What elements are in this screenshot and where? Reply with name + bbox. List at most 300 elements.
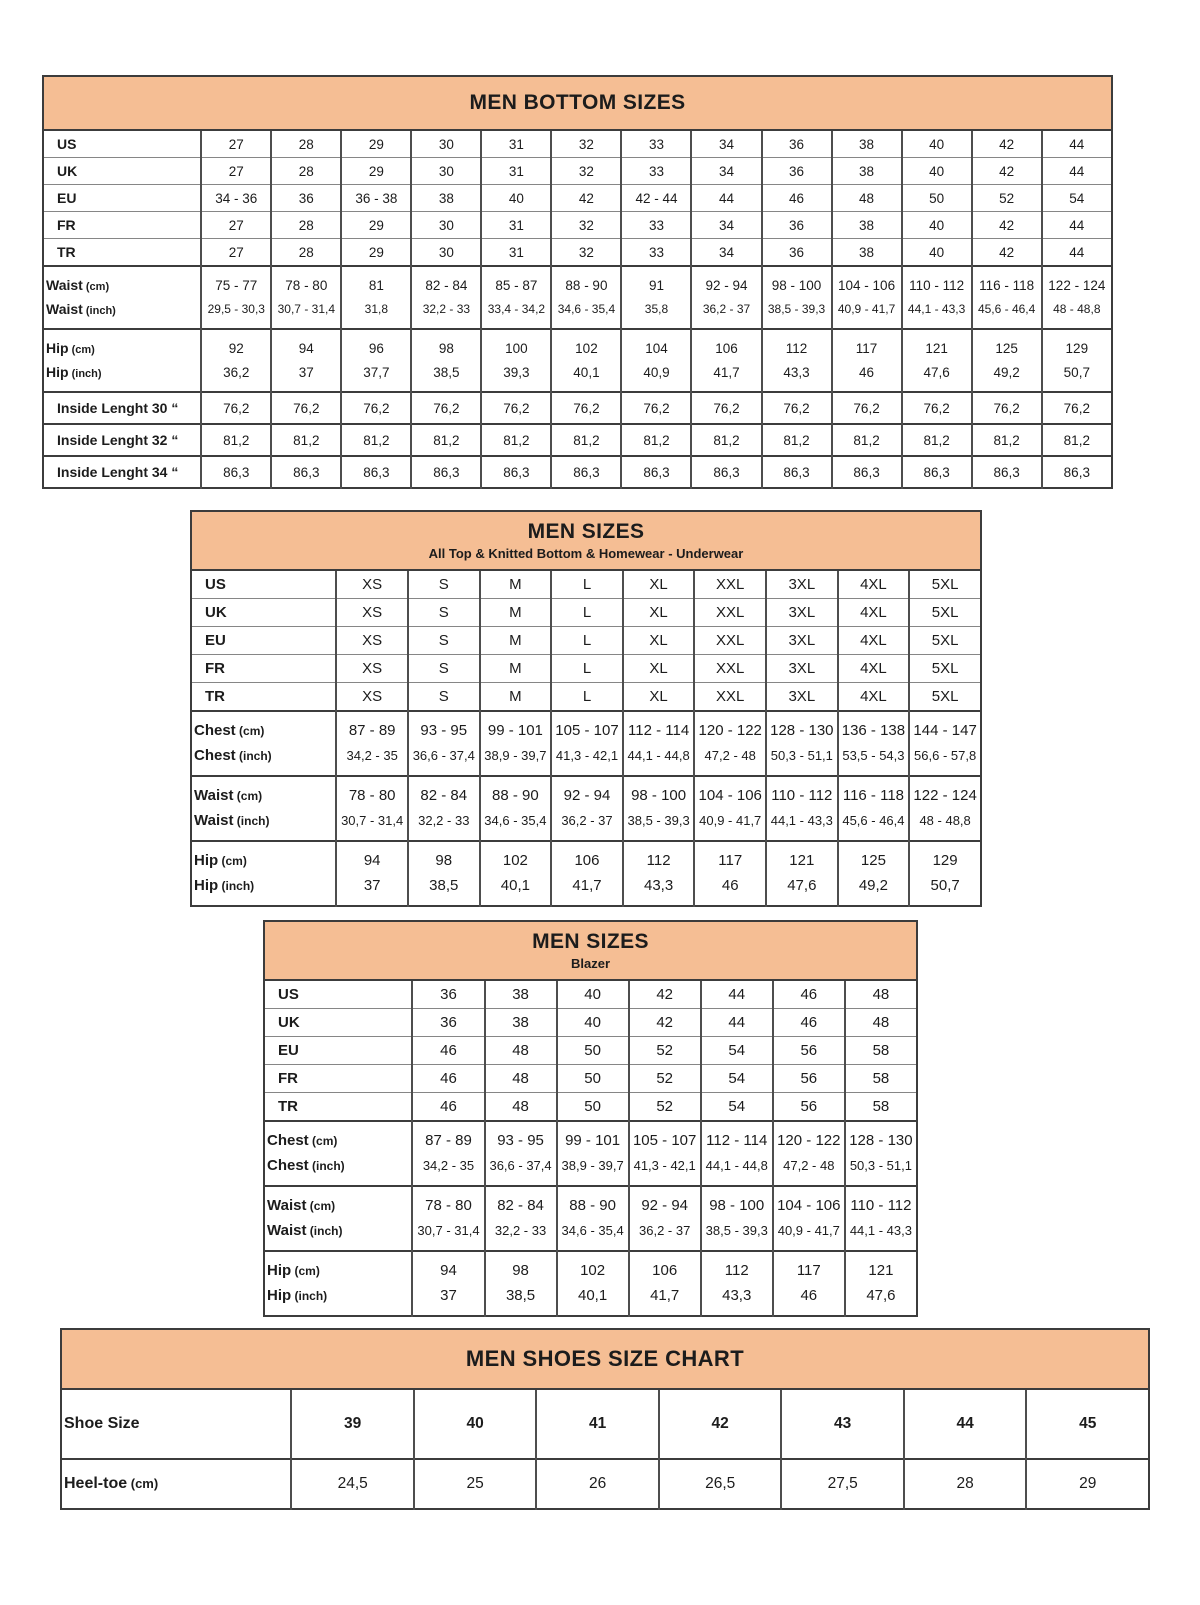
table-cell: 44: [1042, 239, 1112, 267]
row-label: [264, 1218, 412, 1251]
table-cell: 104 - 106: [832, 266, 902, 297]
table-cell: 98: [485, 1251, 557, 1283]
table-cell: 36: [271, 185, 341, 212]
table-cell: 32: [551, 212, 621, 239]
table-cell: 38,5: [411, 360, 481, 392]
table-cell: 50: [557, 1037, 629, 1065]
table-cell: M: [480, 683, 552, 712]
table-cell: S: [408, 570, 480, 599]
table-cell: 35,8: [621, 297, 691, 329]
table-cell: 42: [551, 185, 621, 212]
table-cell: 24,5: [291, 1459, 414, 1509]
row-label-text: Hip: [46, 364, 69, 380]
table-cell: 38: [832, 130, 902, 158]
table-cell: 117: [832, 329, 902, 360]
table-cell: 50,3 - 51,1: [845, 1153, 917, 1186]
table-cell: 92 - 94: [551, 776, 623, 808]
table-cell: 78 - 80: [412, 1186, 484, 1218]
table-cell: 33,4 - 34,2: [481, 297, 551, 329]
table-cell: 106: [629, 1251, 701, 1283]
table-cell: 81,2: [271, 424, 341, 456]
table-cell: XS: [336, 627, 408, 655]
table-cell: 42: [972, 212, 1042, 239]
table-cell: 38: [485, 980, 557, 1009]
table-cell: 27: [201, 158, 271, 185]
table-cell: 3XL: [766, 627, 838, 655]
row-label: [264, 1251, 412, 1283]
table-cell: 46: [832, 360, 902, 392]
table-cell: XXL: [694, 627, 766, 655]
men-sizes-tops-table: [190, 510, 982, 907]
row-label: [43, 424, 201, 456]
table-cell: 4XL: [838, 683, 910, 712]
table-cell: 40,9: [621, 360, 691, 392]
table-cell: 40: [481, 185, 551, 212]
table-cell: 104 - 106: [773, 1186, 845, 1218]
table-cell: 54: [701, 1093, 773, 1122]
table-cell: 98 - 100: [701, 1186, 773, 1218]
table-cell: 44: [701, 1009, 773, 1037]
table-cell: 76,2: [972, 392, 1042, 424]
table-cell: XL: [623, 683, 695, 712]
row-label-text: EU: [205, 632, 226, 649]
row-label: [264, 1283, 412, 1316]
row-label: [191, 841, 336, 873]
table-cell: 44: [701, 980, 773, 1009]
table-cell: 78 - 80: [271, 266, 341, 297]
table-cell: 46: [694, 873, 766, 906]
row-label-text: TR: [205, 688, 225, 705]
table-cell: 48 - 48,8: [909, 808, 981, 841]
table-cell: 76,2: [832, 392, 902, 424]
table-cell: 38,5: [485, 1283, 557, 1316]
table-cell: 76,2: [481, 392, 551, 424]
table-subtitle: All Top & Knitted Bottom & Homewear - Underwear: [428, 546, 744, 561]
table-cell: 36,2 - 37: [629, 1218, 701, 1251]
table-cell: 112: [623, 841, 695, 873]
row-label-text: Waist: [267, 1197, 307, 1214]
table-cell: 106: [691, 329, 761, 360]
table-cell: XS: [336, 570, 408, 599]
row-label-unit: (inch): [82, 305, 116, 317]
table-cell: 92 - 94: [629, 1186, 701, 1218]
table-cell: 128 - 130: [845, 1121, 917, 1153]
table-cell: 117: [694, 841, 766, 873]
table-cell: 36,2 - 37: [551, 808, 623, 841]
table-cell: 44,1 - 44,8: [701, 1153, 773, 1186]
men-sizes-blazer-section: [263, 920, 918, 1317]
table-cell: 3XL: [766, 570, 838, 599]
row-label-text: UK: [278, 1014, 300, 1031]
table-cell: 42: [972, 158, 1042, 185]
table-cell: 81,2: [481, 424, 551, 456]
table-cell: 47,6: [766, 873, 838, 906]
table-cell: XL: [623, 570, 695, 599]
table-cell: 31: [481, 212, 551, 239]
table-cell: 4XL: [838, 570, 910, 599]
table-cell: 48: [485, 1065, 557, 1093]
table-cell: 28: [271, 212, 341, 239]
table-cell: 54: [1042, 185, 1112, 212]
table-cell: XXL: [694, 683, 766, 712]
table-cell: 32: [551, 158, 621, 185]
table-cell: 36: [762, 212, 832, 239]
row-label: [264, 1186, 412, 1218]
table-cell: 81,2: [902, 424, 972, 456]
table-cell: 87 - 89: [412, 1121, 484, 1153]
table-cell: 36,2 - 37: [691, 297, 761, 329]
table-cell: 27: [201, 130, 271, 158]
table-cell: 4XL: [838, 655, 910, 683]
table-cell: L: [551, 627, 623, 655]
table-cell: 28: [904, 1459, 1027, 1509]
table-cell: 98 - 100: [762, 266, 832, 297]
row-label-text: TR: [278, 1098, 298, 1115]
table-cell: 44,1 - 43,3: [845, 1218, 917, 1251]
table-cell: 81: [341, 266, 411, 297]
table-cell: 81,2: [411, 424, 481, 456]
table-cell: 30,7 - 31,4: [412, 1218, 484, 1251]
table-cell: 102: [480, 841, 552, 873]
table-cell: 129: [909, 841, 981, 873]
row-label-text: Chest: [267, 1157, 309, 1174]
table-cell: 46: [773, 1283, 845, 1316]
table-cell: 38,9 - 39,7: [557, 1153, 629, 1186]
row-label: [43, 212, 201, 239]
row-label-text: Waist: [267, 1222, 307, 1239]
row-label-unit: (inch): [235, 749, 272, 763]
table-cell: XS: [336, 655, 408, 683]
table-cell: 58: [845, 1065, 917, 1093]
row-label: [43, 360, 201, 392]
row-label-text: Hip: [46, 340, 69, 356]
table-cell: 45,6 - 46,4: [972, 297, 1042, 329]
row-label-text: Waist: [194, 812, 234, 829]
row-label-unit: (cm): [235, 724, 265, 738]
table-title-band: [61, 1329, 1149, 1389]
row-label-text: Waist: [46, 277, 83, 293]
row-label: [43, 239, 201, 267]
row-label-text: Chest: [194, 747, 236, 764]
table-cell: 88 - 90: [480, 776, 552, 808]
table-cell: 76,2: [411, 392, 481, 424]
table-cell: 40: [557, 1009, 629, 1037]
men-bottom-sizes-table: [42, 75, 1113, 489]
table-cell: 29,5 - 30,3: [201, 297, 271, 329]
table-cell: 46: [773, 1009, 845, 1037]
table-cell: 104: [621, 329, 691, 360]
table-cell: 40,9 - 41,7: [832, 297, 902, 329]
table-cell: 26: [536, 1459, 659, 1509]
table-cell: 3XL: [766, 683, 838, 712]
table-cell: 5XL: [909, 655, 981, 683]
row-label-text: EU: [278, 1042, 299, 1059]
row-label: [191, 683, 336, 712]
table-cell: 112: [701, 1251, 773, 1283]
table-cell: 116 - 118: [972, 266, 1042, 297]
table-cell: L: [551, 655, 623, 683]
table-cell: 3XL: [766, 655, 838, 683]
table-cell: 48: [845, 1009, 917, 1037]
table-cell: 27: [201, 212, 271, 239]
table-cell: S: [408, 655, 480, 683]
table-cell: 37: [336, 873, 408, 906]
table-cell: 33: [621, 130, 691, 158]
table-cell: 98: [411, 329, 481, 360]
table-cell: 125: [972, 329, 1042, 360]
table-subtitle: Blazer: [570, 956, 611, 971]
table-cell: 81,2: [762, 424, 832, 456]
table-cell: 76,2: [762, 392, 832, 424]
table-title: MEN SIZES: [532, 930, 649, 953]
table-cell: 120 - 122: [694, 711, 766, 743]
table-cell: XS: [336, 683, 408, 712]
row-label-text: FR: [205, 660, 225, 677]
table-cell: 44: [1042, 130, 1112, 158]
row-label-text: TR: [57, 244, 76, 260]
table-cell: 47,6: [902, 360, 972, 392]
table-cell: 82 - 84: [411, 266, 481, 297]
row-label: [191, 570, 336, 599]
table-cell: 53,5 - 54,3: [838, 743, 910, 776]
table-cell: 45: [1026, 1389, 1149, 1459]
table-cell: 41,3 - 42,1: [551, 743, 623, 776]
row-label-unit: (inch): [308, 1159, 345, 1173]
table-cell: 58: [845, 1093, 917, 1122]
table-cell: 36: [412, 1009, 484, 1037]
table-cell: 56: [773, 1093, 845, 1122]
table-cell: L: [551, 599, 623, 627]
table-cell: 48: [832, 185, 902, 212]
table-cell: 117: [773, 1251, 845, 1283]
table-cell: L: [551, 570, 623, 599]
row-label: [264, 1037, 412, 1065]
table-cell: 56: [773, 1037, 845, 1065]
table-cell: 3XL: [766, 599, 838, 627]
table-cell: 49,2: [972, 360, 1042, 392]
row-label-text: EU: [57, 190, 77, 206]
table-cell: 54: [701, 1065, 773, 1093]
table-cell: 102: [551, 329, 621, 360]
table-cell: 99 - 101: [480, 711, 552, 743]
table-cell: 86,3: [341, 456, 411, 488]
table-cell: 42: [972, 130, 1042, 158]
row-label-text: Hip: [267, 1287, 292, 1304]
table-cell: 5XL: [909, 683, 981, 712]
table-cell: 30: [411, 212, 481, 239]
table-cell: 121: [766, 841, 838, 873]
table-cell: 36: [762, 239, 832, 267]
row-label: [264, 1093, 412, 1122]
row-label: [43, 392, 201, 424]
table-cell: 56,6 - 57,8: [909, 743, 981, 776]
table-cell: 34 - 36: [201, 185, 271, 212]
table-cell: 30: [411, 158, 481, 185]
table-cell: 81,2: [832, 424, 902, 456]
table-cell: 88 - 90: [551, 266, 621, 297]
table-cell: 33: [621, 212, 691, 239]
row-label-unit: (cm): [233, 789, 263, 803]
table-cell: M: [480, 599, 552, 627]
table-cell: 36: [762, 130, 832, 158]
table-cell: 110 - 112: [902, 266, 972, 297]
row-label: [264, 1121, 412, 1153]
table-cell: 30,7 - 31,4: [271, 297, 341, 329]
table-cell: 52: [629, 1065, 701, 1093]
table-cell: 82 - 84: [485, 1186, 557, 1218]
table-cell: 112: [762, 329, 832, 360]
table-cell: 40: [902, 158, 972, 185]
table-cell: 38,9 - 39,7: [480, 743, 552, 776]
table-cell: 125: [838, 841, 910, 873]
table-cell: 105 - 107: [551, 711, 623, 743]
row-label: [191, 743, 336, 776]
table-cell: 75 - 77: [201, 266, 271, 297]
table-cell: 106: [551, 841, 623, 873]
table-cell: 120 - 122: [773, 1121, 845, 1153]
table-cell: 41,3 - 42,1: [629, 1153, 701, 1186]
table-cell: 46: [412, 1065, 484, 1093]
table-cell: 100: [481, 329, 551, 360]
row-label-text: Waist: [194, 787, 234, 804]
row-label-unit: (cm): [306, 1199, 336, 1213]
table-cell: 98 - 100: [623, 776, 695, 808]
row-label-text: Shoe Size: [64, 1415, 140, 1432]
table-cell: 52: [972, 185, 1042, 212]
men-shoes-size-chart-table: [60, 1328, 1150, 1510]
table-cell: 99 - 101: [557, 1121, 629, 1153]
row-label: [264, 1065, 412, 1093]
table-cell: 86,3: [972, 456, 1042, 488]
table-cell: M: [480, 655, 552, 683]
table-cell: XL: [623, 627, 695, 655]
row-label: [43, 185, 201, 212]
table-cell: 41,7: [551, 873, 623, 906]
table-cell: 104 - 106: [694, 776, 766, 808]
table-cell: 40,9 - 41,7: [773, 1218, 845, 1251]
table-cell: 38: [411, 185, 481, 212]
table-title: MEN SHOES SIZE CHART: [465, 1346, 745, 1371]
table-cell: 96: [341, 329, 411, 360]
table-cell: 29: [341, 130, 411, 158]
table-cell: 50,3 - 51,1: [766, 743, 838, 776]
table-cell: 144 - 147: [909, 711, 981, 743]
table-cell: 91: [621, 266, 691, 297]
row-label: [191, 873, 336, 906]
table-cell: 4XL: [838, 627, 910, 655]
table-cell: 44,1 - 43,3: [902, 297, 972, 329]
table-cell: 93 - 95: [408, 711, 480, 743]
table-cell: 42 - 44: [621, 185, 691, 212]
table-cell: 41: [536, 1389, 659, 1459]
table-cell: 40,9 - 41,7: [694, 808, 766, 841]
row-label-unit: (cm): [308, 1134, 338, 1148]
table-cell: 5XL: [909, 599, 981, 627]
table-cell: S: [408, 627, 480, 655]
table-cell: 50,7: [909, 873, 981, 906]
row-label: [43, 456, 201, 488]
table-cell: 48: [845, 980, 917, 1009]
table-cell: 37,7: [341, 360, 411, 392]
table-cell: 42: [659, 1389, 782, 1459]
table-cell: 92: [201, 329, 271, 360]
table-cell: 81,2: [972, 424, 1042, 456]
table-cell: 30: [411, 239, 481, 267]
table-cell: 34: [691, 212, 761, 239]
table-cell: 31: [481, 130, 551, 158]
men-sizes-blazer-table: [263, 920, 918, 1317]
table-cell: 47,6: [845, 1283, 917, 1316]
table-cell: 112 - 114: [623, 711, 695, 743]
table-cell: 28: [271, 130, 341, 158]
table-cell: 110 - 112: [766, 776, 838, 808]
table-cell: 47,2 - 48: [694, 743, 766, 776]
men-bottom-sizes-section: [42, 75, 1113, 489]
row-label: [191, 776, 336, 808]
table-cell: 33: [621, 158, 691, 185]
table-cell: 34,6 - 35,4: [480, 808, 552, 841]
table-cell: 38: [832, 212, 902, 239]
table-cell: 40: [902, 130, 972, 158]
table-cell: 76,2: [201, 392, 271, 424]
table-cell: 34: [691, 130, 761, 158]
table-cell: 43,3: [623, 873, 695, 906]
table-cell: 32: [551, 130, 621, 158]
table-cell: 50: [557, 1093, 629, 1122]
table-cell: 34,6 - 35,4: [551, 297, 621, 329]
table-cell: 36: [412, 980, 484, 1009]
table-cell: 76,2: [271, 392, 341, 424]
table-cell: 43: [781, 1389, 904, 1459]
row-label-text: Inside Lenght 30 “: [57, 400, 179, 416]
table-cell: 86,3: [411, 456, 481, 488]
table-cell: XXL: [694, 655, 766, 683]
table-cell: 30: [411, 130, 481, 158]
table-cell: 48 - 48,8: [1042, 297, 1112, 329]
table-cell: 121: [902, 329, 972, 360]
table-cell: 76,2: [691, 392, 761, 424]
table-cell: 121: [845, 1251, 917, 1283]
table-cell: XXL: [694, 570, 766, 599]
row-label-unit: (cm): [291, 1264, 320, 1278]
table-cell: 56: [773, 1065, 845, 1093]
table-cell: 92 - 94: [691, 266, 761, 297]
table-cell: 86,3: [481, 456, 551, 488]
table-cell: 122 - 124: [1042, 266, 1112, 297]
row-label-text: UK: [57, 163, 78, 179]
table-cell: 81,2: [691, 424, 761, 456]
row-label-text: Hip: [194, 877, 219, 894]
table-cell: 40: [414, 1389, 537, 1459]
table-cell: 38: [832, 239, 902, 267]
table-cell: 29: [1026, 1459, 1149, 1509]
table-cell: 105 - 107: [629, 1121, 701, 1153]
table-cell: M: [480, 627, 552, 655]
table-cell: 42: [972, 239, 1042, 267]
table-cell: 86,3: [762, 456, 832, 488]
table-cell: 116 - 118: [838, 776, 910, 808]
table-cell: 38,5 - 39,3: [623, 808, 695, 841]
table-cell: 76,2: [551, 392, 621, 424]
table-cell: 87 - 89: [336, 711, 408, 743]
row-label-unit: (cm): [82, 281, 110, 293]
table-cell: 81,2: [201, 424, 271, 456]
table-cell: 5XL: [909, 570, 981, 599]
table-cell: 42: [629, 980, 701, 1009]
table-cell: 50: [557, 1065, 629, 1093]
table-title: MEN BOTTOM SIZES: [469, 91, 686, 114]
row-label-unit: (inch): [291, 1289, 328, 1303]
